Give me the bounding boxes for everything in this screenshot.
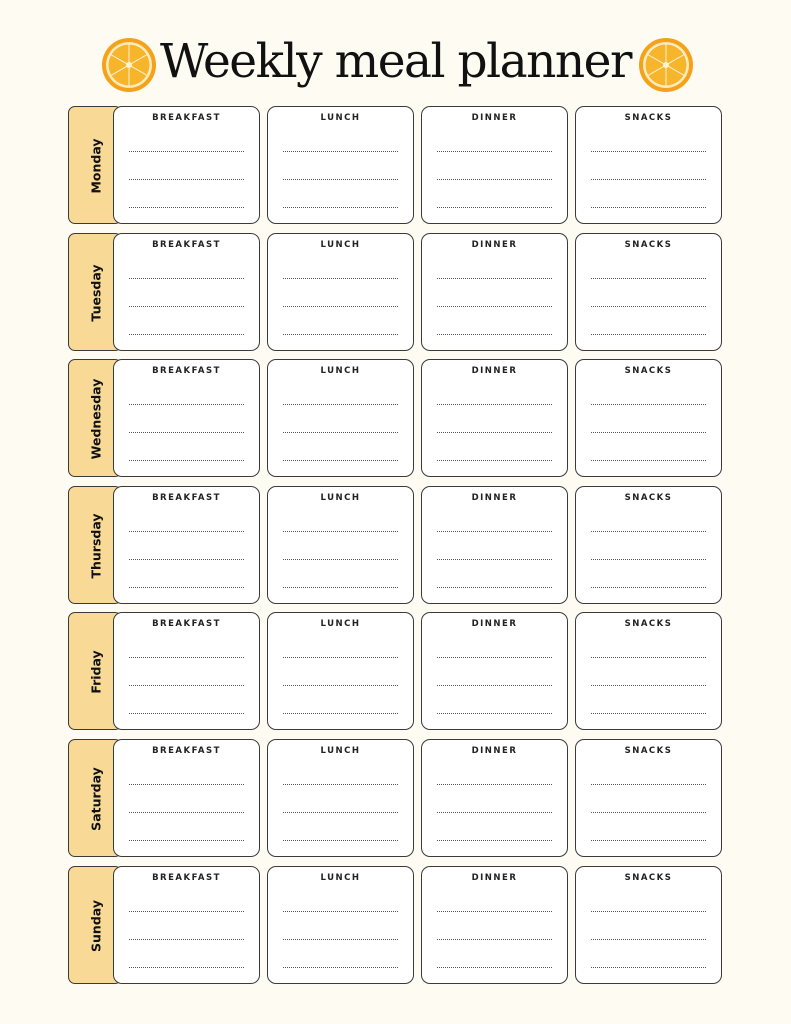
meal-label: LUNCH [320,492,361,503]
writing-line[interactable] [283,713,398,714]
meal-box-snacks[interactable] [575,106,722,224]
writing-line[interactable] [129,685,244,686]
writing-line[interactable] [129,278,244,279]
meal-label: BREAKFAST [152,366,221,377]
meal-label: DINNER [471,872,518,883]
writing-line[interactable] [591,432,706,433]
meal-box-dinner[interactable] [421,866,568,984]
writing-line[interactable] [283,685,398,686]
writing-line[interactable] [283,334,398,335]
writing-line[interactable] [283,207,398,208]
writing-line[interactable] [591,967,706,968]
meal-box-lunch[interactable] [267,486,414,604]
meal-box-dinner[interactable] [421,612,568,730]
writing-line[interactable] [591,151,706,152]
writing-line[interactable] [283,784,398,785]
meal-box-dinner[interactable] [421,739,568,857]
day-row-monday [68,106,724,224]
meal-box-dinner[interactable] [421,359,568,477]
meal-box-breakfast[interactable] [113,106,260,224]
meal-box-lunch[interactable] [267,233,414,351]
day-row-saturday [68,739,724,857]
writing-line[interactable] [129,531,244,532]
meal-box-breakfast[interactable] [113,486,260,604]
meal-label: DINNER [471,745,518,756]
meal-label: DINNER [471,619,518,630]
writing-line[interactable] [283,460,398,461]
writing-line[interactable] [283,911,398,912]
meal-box-lunch[interactable] [267,106,414,224]
meal-label: SNACKS [624,872,673,883]
day-label: Thursday [88,513,104,579]
writing-line[interactable] [129,306,244,307]
writing-line[interactable] [129,179,244,180]
writing-line[interactable] [591,784,706,785]
meal-box-breakfast[interactable] [113,866,260,984]
writing-line[interactable] [437,151,552,152]
writing-line[interactable] [129,151,244,152]
meal-box-snacks[interactable] [575,359,722,477]
writing-line[interactable] [129,432,244,433]
day-label: Monday [88,138,104,194]
writing-line[interactable] [437,685,552,686]
writing-line[interactable] [437,460,552,461]
writing-line[interactable] [129,657,244,658]
writing-line[interactable] [437,207,552,208]
writing-line[interactable] [591,404,706,405]
writing-line[interactable] [591,559,706,560]
meal-label: DINNER [471,366,518,377]
orange-slice-icon [638,37,694,93]
writing-line[interactable] [129,812,244,813]
writing-line[interactable] [283,587,398,588]
writing-line[interactable] [591,812,706,813]
day-label: Wednesday [88,378,104,460]
meal-box-lunch[interactable] [267,359,414,477]
meal-box-lunch[interactable] [267,866,414,984]
writing-line[interactable] [283,967,398,968]
meal-label: SNACKS [624,113,673,123]
meal-label: SNACKS [624,239,673,250]
writing-line[interactable] [437,404,552,405]
writing-line[interactable] [437,657,552,658]
writing-line[interactable] [591,911,706,912]
writing-line[interactable] [591,334,706,335]
meal-box-snacks[interactable] [575,486,722,604]
meal-box-snacks[interactable] [575,739,722,857]
writing-line[interactable] [591,179,706,180]
meal-label: SNACKS [624,492,673,503]
writing-line[interactable] [437,967,552,968]
meal-box-dinner[interactable] [421,486,568,604]
writing-line[interactable] [437,179,552,180]
writing-line[interactable] [591,278,706,279]
writing-line[interactable] [129,404,244,405]
meal-label: BREAKFAST [152,872,221,883]
meal-label: BREAKFAST [152,492,221,503]
meal-label: DINNER [471,239,518,250]
meal-label: LUNCH [320,745,361,756]
writing-line[interactable] [437,278,552,279]
writing-line[interactable] [129,334,244,335]
writing-line[interactable] [283,306,398,307]
writing-line[interactable] [591,306,706,307]
meal-label: BREAKFAST [152,619,221,630]
writing-line[interactable] [129,713,244,714]
writing-line[interactable] [283,812,398,813]
day-label: Saturday [88,767,104,831]
planner-grid [68,106,724,992]
day-label: Tuesday [88,264,104,322]
writing-line[interactable] [591,587,706,588]
page-title: Weekly meal planner [160,34,631,89]
meal-label: BREAKFAST [152,745,221,756]
writing-line[interactable] [129,207,244,208]
day-row-tuesday [68,233,724,351]
meal-box-breakfast[interactable] [113,612,260,730]
meal-label: SNACKS [624,366,673,377]
writing-line[interactable] [283,559,398,560]
meal-label: LUNCH [320,619,361,630]
day-label: Sunday [88,899,104,952]
writing-line[interactable] [591,207,706,208]
meal-box-dinner[interactable] [421,233,568,351]
writing-line[interactable] [437,306,552,307]
writing-line[interactable] [437,784,552,785]
writing-line[interactable] [591,460,706,461]
meal-label: DINNER [471,492,518,503]
writing-line[interactable] [591,657,706,658]
meal-box-lunch[interactable] [267,739,414,857]
writing-line[interactable] [283,151,398,152]
meal-box-breakfast[interactable] [113,739,260,857]
day-row-wednesday [68,359,724,477]
writing-line[interactable] [283,278,398,279]
writing-line[interactable] [283,404,398,405]
writing-line[interactable] [437,911,552,912]
writing-line[interactable] [591,939,706,940]
writing-line[interactable] [283,531,398,532]
meal-box-breakfast[interactable] [113,233,260,351]
writing-line[interactable] [437,939,552,940]
writing-line[interactable] [129,784,244,785]
writing-line[interactable] [437,559,552,560]
meal-box-dinner[interactable] [421,106,568,224]
meal-box-snacks[interactable] [575,612,722,730]
writing-line[interactable] [129,939,244,940]
meal-box-snacks[interactable] [575,866,722,984]
meal-box-lunch[interactable] [267,612,414,730]
meal-label: LUNCH [320,366,361,377]
writing-line[interactable] [129,587,244,588]
meal-box-snacks[interactable] [575,233,722,351]
writing-line[interactable] [437,531,552,532]
writing-line[interactable] [437,334,552,335]
writing-line[interactable] [591,840,706,841]
meal-label: DINNER [471,113,518,123]
writing-line[interactable] [129,967,244,968]
meal-label: SNACKS [624,745,673,756]
meal-box-breakfast[interactable] [113,359,260,477]
writing-line[interactable] [591,713,706,714]
writing-line[interactable] [591,531,706,532]
writing-line[interactable] [129,911,244,912]
writing-line[interactable] [437,587,552,588]
writing-line[interactable] [437,432,552,433]
writing-line[interactable] [283,939,398,940]
meal-label: LUNCH [320,239,361,250]
day-label: Friday [88,650,104,695]
meal-label: LUNCH [320,872,361,883]
meal-label: BREAKFAST [152,113,221,123]
day-row-thursday [68,486,724,604]
writing-line[interactable] [437,812,552,813]
writing-line[interactable] [283,657,398,658]
day-row-sunday [68,866,724,984]
writing-line[interactable] [283,840,398,841]
day-row-friday [68,612,724,730]
writing-line[interactable] [283,179,398,180]
meal-label: SNACKS [624,619,673,630]
writing-line[interactable] [283,432,398,433]
writing-line[interactable] [591,685,706,686]
meal-label: BREAKFAST [152,239,221,250]
writing-line[interactable] [437,840,552,841]
meal-label: LUNCH [320,113,361,123]
writing-line[interactable] [129,840,244,841]
writing-line[interactable] [129,559,244,560]
writing-line[interactable] [129,460,244,461]
writing-line[interactable] [437,713,552,714]
